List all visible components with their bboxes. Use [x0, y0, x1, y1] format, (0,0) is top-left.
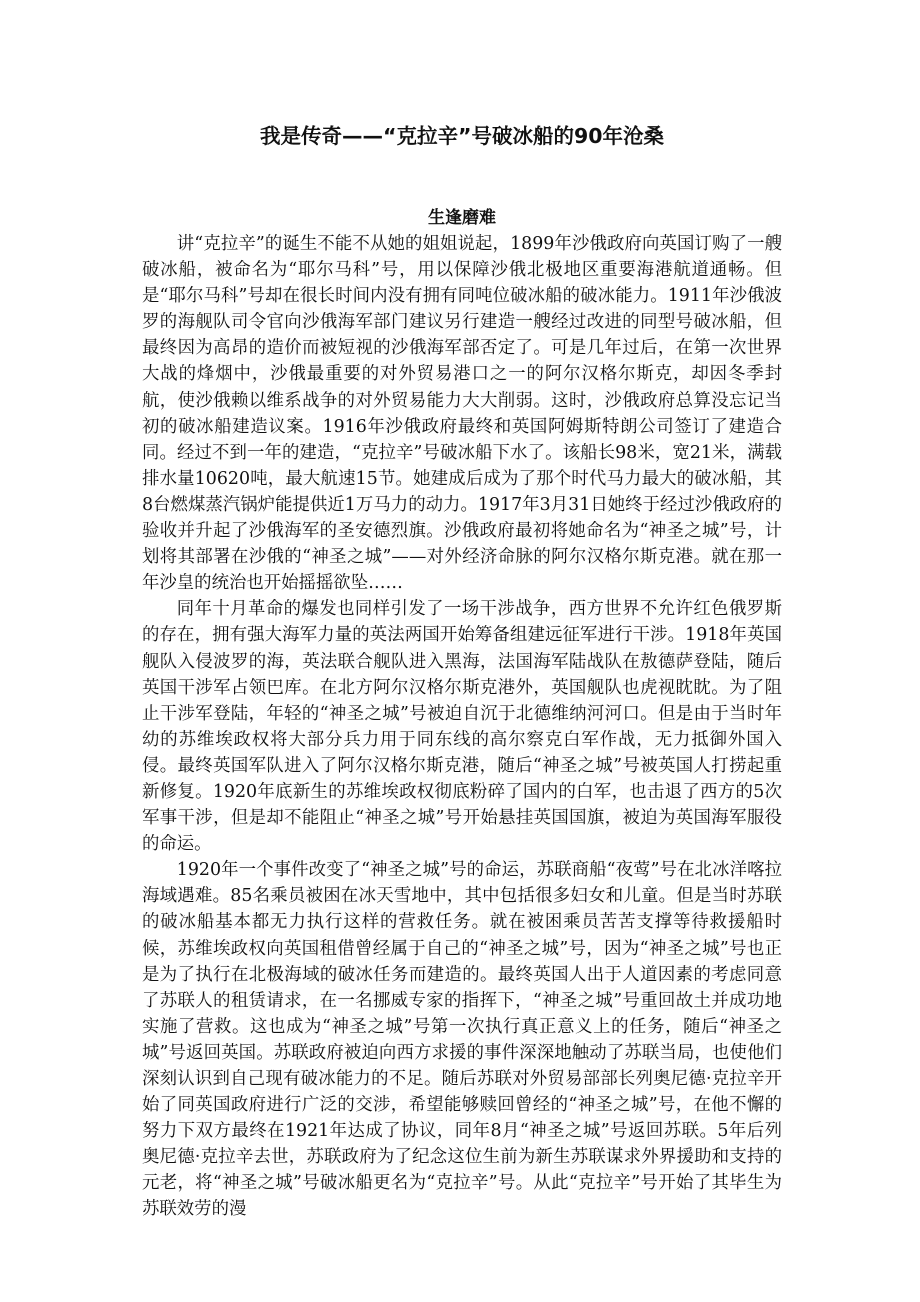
paragraph: 1920年一个事件改变了“神圣之城”号的命运，苏联商船“夜莺”号在北冰洋喀拉海域遇难。85名乘员被困在冰天雪地中，其中包括很多妇女和儿童。但是当时苏联的破冰船基本都无力执行这样的营救任务。就在被困乘员苦苦支撑等待救援船时候，苏维埃政权向英国租借曾经属于自己的“神圣之城”号，因为“神圣之城”号也正是为了执行在北极海域的破冰任务而建造的。最终英国人出于人道因素的考虑同意了苏联人的租赁请求，在一名挪威专家的指挥下，“神圣之城”号重回故土并成功地实施了营救。这也成为“神圣之城”号第一次执行真正意义上的任务，随后“神圣之城”号返回英国。苏联政府被迫向西方求援的事件深深地触动了苏联当局，也使他们深刻认识到自己现有破冰能力的不足。随后苏联对外贸易部部长列奥尼德·克拉辛开始了同英国政府进行广泛的交涉，希望能够赎回曾经的“神圣之城”号，在他不懈的努力下双方最终在1921年达成了协议，同年8月“神圣之城”号返回苏联。5年后列奥尼德·克拉辛去世，苏联政府为了纪念这位生前为新生苏联谋求外界援助和支持的元老，将“神圣之城”号破冰船更名为“克拉辛”号。从此“克拉辛”号开始了其毕生为苏联效劳的漫	[142, 860, 782, 1220]
section-heading: 生逢磨难	[428, 208, 496, 228]
paragraph: 同年十月革命的爆发也同样引发了一场干涉战争，西方世界不允许红色俄罗斯的存在，拥有强大海军力量的英法两国开始筹备组建远征军进行干涉。1918年英国舰队入侵波罗的海，英法联合舰队进入黑海，法国海军陆战队在敖德萨登陆，随后英国干涉军占领巴库。在北方阿尔汉格尔斯克港外，英国舰队也虎视眈眈。为了阻止干涉军登陆，年轻的“神圣之城”号被迫自沉于北德维纳河河口。但是由于当时年幼的苏维埃政权将大部分兵力用于同东线的高尔察克白军作战，无力抵御外国入侵。最终英国军队进入了阿尔汉格尔斯克港，随后“神圣之城”号被英国人打捞起重新修复。1920年底新生的苏维埃政权彻底粉碎了国内的白军，也击退了西方的5次军事干涉，但是却不能阻止“神圣之城”号开始悬挂英国国旗，被迫为英国海军服役的命运。	[142, 599, 782, 855]
paragraph: 讲“克拉辛”的诞生不能不从她的姐姐说起，1899年沙俄政府向英国订购了一艘破冰船，被命名为“耶尔马科”号，用以保障沙俄北极地区重要海港航道通畅。但是“耶尔马科”号却在很长时间内没有拥有同吨位破冰船的破冰能力。1911年沙俄波罗的海舰队司令官向沙俄海军部门建议另行建造一艘经过改进的同型号破冰船，但最终因为高昂的造价而被短视的沙俄海军部否定了。可是几年过后，在第一次世界大战的烽烟中，沙俄最重要的对外贸易港口之一的阿尔汉格尔斯克，却因冬季封航，使沙俄赖以维系战争的对外贸易能力大大削弱。这时，沙俄政府总算没忘记当初的破冰船建造议案。1916年沙俄政府最终和英国阿姆斯特朗公司签订了建造合同。经过不到一年的建造，“克拉辛”号破冰船下水了。该船长98米，宽21米，满载排水量10620吨，最大航速15节。她建成后成为了那个时代马力最大的破冰船，其8台燃煤蒸汽锅炉能提供近1万马力的动力。1917年3月31日她终于经过沙俄政府的验收并升起了沙俄海军的圣安德烈旗。沙俄政府最初将她命名为“神圣之城”号，计划将其部署在沙俄的“神圣之城”——对外经济命脉的阿尔汉格尔斯克港。就在那一年沙皇的统治也开始摇摇欲坠……	[142, 234, 782, 594]
article-body	[142, 231, 782, 1223]
page-title: 我是传奇——“克拉辛”号破冰船的90年沧桑	[260, 124, 664, 148]
